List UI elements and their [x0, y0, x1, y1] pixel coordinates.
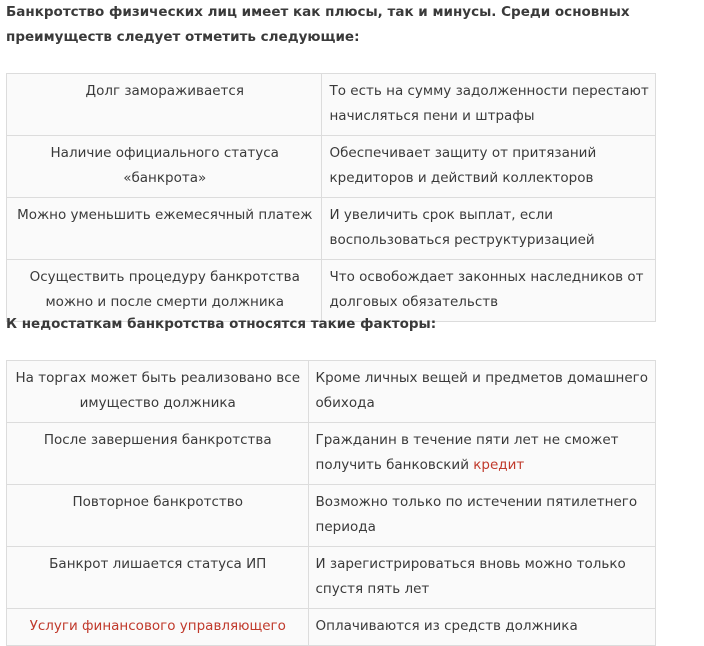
cons-heading: К недостаткам банкротства относятся такие факторы: [6, 316, 437, 332]
cons-cell-left: Банкрот лишается статуса ИП [7, 547, 309, 609]
pros-cell-right: Что освобождает законных наследников от долговых обязательств [322, 260, 656, 322]
cons-cell-left: После завершения банкротства [7, 423, 309, 485]
cons-cell-right: Возможно только по истечении пятилетнего периода [308, 485, 656, 547]
cons-cell-right: Оплачиваются из средств должника [308, 609, 656, 646]
cons-cell-left: На торгах может быть реализовано все имущество должника [7, 361, 309, 423]
pros-cell-right: И увеличить срок выплат, если воспользоваться реструктуризацией [322, 198, 656, 260]
cons-cell-right [308, 423, 656, 485]
pros-cell-left: Наличие официального статуса «банкрота» [7, 136, 322, 198]
cons-cell-right: И зарегистрироваться вновь можно только спустя пять лет [308, 547, 656, 609]
pros-cell-left: Долг замораживается [7, 74, 322, 136]
pros-cell-right: Обеспечивает защиту от притязаний кредиторов и действий коллекторов [322, 136, 656, 198]
cons-cell-right-text: Гражданин в течение пяти лет не сможет получить банковский [315, 432, 619, 473]
credit-link[interactable]: кредит [473, 457, 525, 473]
cons-cell-right: Кроме личных вещей и предметов домашнего обихода [308, 361, 656, 423]
cons-cell-left: Повторное банкротство [7, 485, 309, 547]
financial-manager-link[interactable]: Услуги финансового управляющего [29, 618, 286, 634]
table-row [7, 547, 656, 609]
table-row [7, 74, 656, 136]
pros-cell-left: Осуществить процедуру банкротства можно и после смерти должника [7, 260, 322, 322]
intro-paragraph: Банкротство физических лиц имеет как плюсы, так и минусы. Среди основных преимуществ следует отметить следующие: [6, 4, 630, 45]
table-row [7, 361, 656, 423]
cons-cell-left [7, 609, 309, 646]
table-row [7, 136, 656, 198]
pros-cell-left: Можно уменьшить ежемесячный платеж [7, 198, 322, 260]
table-row [7, 423, 656, 485]
table-row [7, 485, 656, 547]
pros-cell-right: То есть на сумму задолженности перестают начисляться пени и штрафы [322, 74, 656, 136]
table-row [7, 609, 656, 646]
table-row [7, 198, 656, 260]
cons-table [6, 360, 656, 646]
pros-table [6, 73, 656, 322]
